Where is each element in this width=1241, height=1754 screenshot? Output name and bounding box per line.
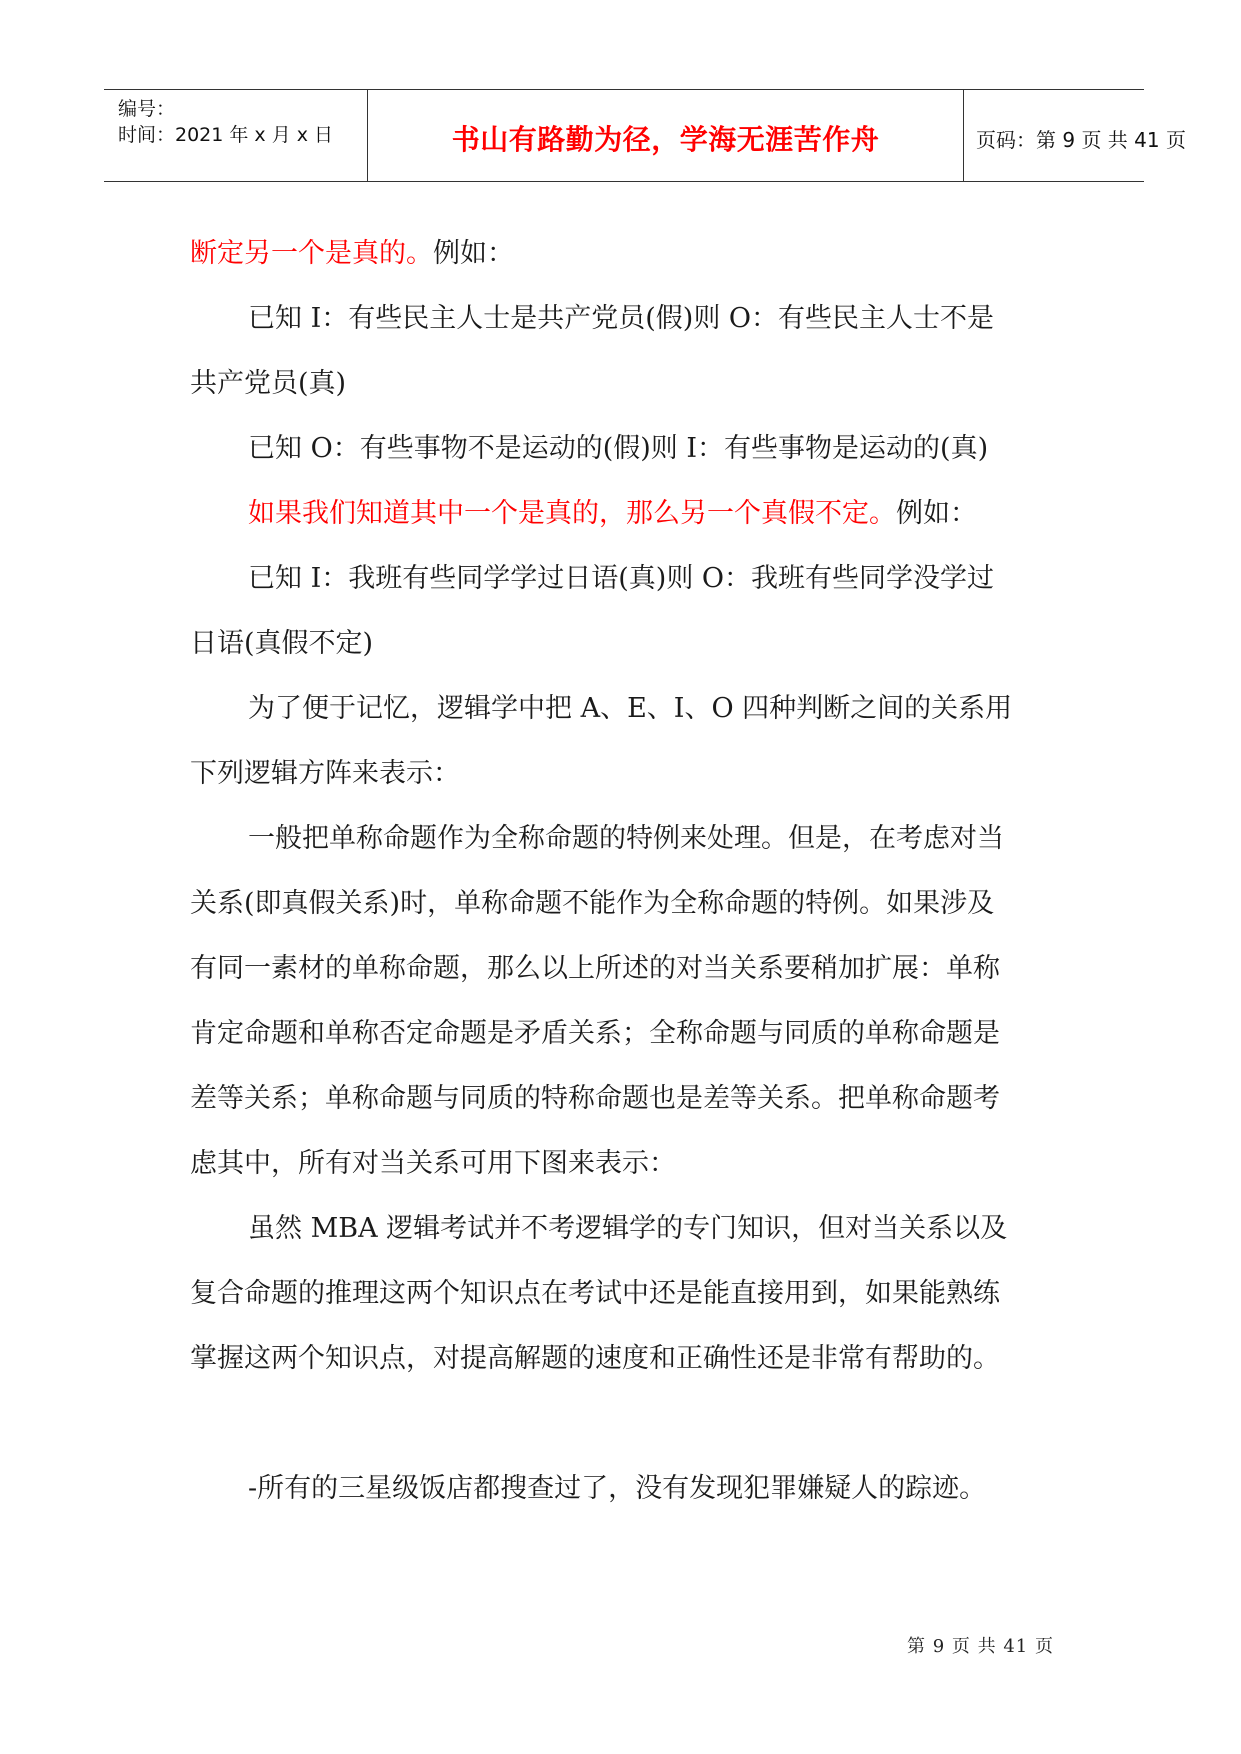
paragraph-7-line-3: 有同一素材的单称命题，那么以上所述的对当关系要稍加扩展：单称 (190, 953, 1000, 984)
document-number-label: 编号： (118, 98, 176, 120)
paragraph-9: -所有的三星级饭店都搜查过了，没有发现犯罪嫌疑人的踪迹。 (248, 1473, 987, 1504)
blank-line (190, 1391, 1070, 1456)
page-footer: 第 9 页 共 41 页 (907, 1636, 1054, 1657)
page-header (104, 89, 1186, 182)
paragraph-5-line-1: 已知 I：我班有些同学学过日语(真)则 O：我班有些同学没学过 (248, 563, 995, 594)
paragraph-8-line-1: 虽然 MBA 逻辑考试并不考逻辑学的专门知识，但对当关系以及 (248, 1213, 1008, 1244)
paragraph-7-line-6: 虑其中，所有对当关系可用下图来表示： (190, 1148, 676, 1179)
highlighted-text: 如果我们知道其中一个是真的，那么另一个真假不定。 (248, 498, 896, 529)
paragraph-3: 已知 O：有些事物不是运动的(假)则 I：有些事物是运动的(真) (248, 433, 989, 464)
paragraph-4 (190, 481, 1070, 546)
paragraph-6-line-1: 为了便于记忆，逻辑学中把 A、E、I、O 四种判断之间的关系用 (248, 693, 1013, 724)
highlighted-text: 断定另一个是真的。 (190, 238, 433, 269)
body-text: 例如： (433, 238, 514, 269)
header-motto-cell (368, 90, 964, 181)
paragraph-1 (190, 221, 1070, 286)
document-body (190, 221, 1070, 1521)
paragraph-2-line-1: 已知 I：有些民主人士是共产党员(假)则 O：有些民主人士不是 (248, 303, 995, 334)
paragraph-8-line-2: 复合命题的推理这两个知识点在考试中还是能直接用到，如果能熟练 (190, 1278, 1000, 1309)
document-date-label: 时间：2021 年 x 月 x 日 (118, 124, 334, 146)
paragraph-5-line-2: 日语(真假不定) (190, 628, 374, 659)
paragraph-7-line-2: 关系(即真假关系)时，单称命题不能作为全称命题的特例。如果涉及 (190, 888, 995, 919)
header-meta-cell (104, 90, 368, 181)
header-page-cell (964, 90, 1186, 181)
header-motto: 书山有路勤为径，学海无涯苦作舟 (451, 122, 880, 156)
paragraph-2-line-2: 共产党员(真) (190, 368, 347, 399)
body-text: 例如： (896, 498, 977, 529)
paragraph-7-line-1: 一般把单称命题作为全称命题的特例来处理。但是，在考虑对当 (248, 823, 1004, 854)
paragraph-8-line-3: 掌握这两个知识点，对提高解题的速度和正确性还是非常有帮助的。 (190, 1343, 1000, 1374)
paragraph-7-line-5: 差等关系；单称命题与同质的特称命题也是差等关系。把单称命题考 (190, 1083, 1000, 1114)
paragraph-7-line-4: 肯定命题和单称否定命题是矛盾关系；全称命题与同质的单称命题是 (190, 1018, 1000, 1049)
header-page-number: 页码：第 9 页 共 41 页 (976, 128, 1186, 152)
paragraph-6-line-2: 下列逻辑方阵来表示： (190, 758, 460, 789)
